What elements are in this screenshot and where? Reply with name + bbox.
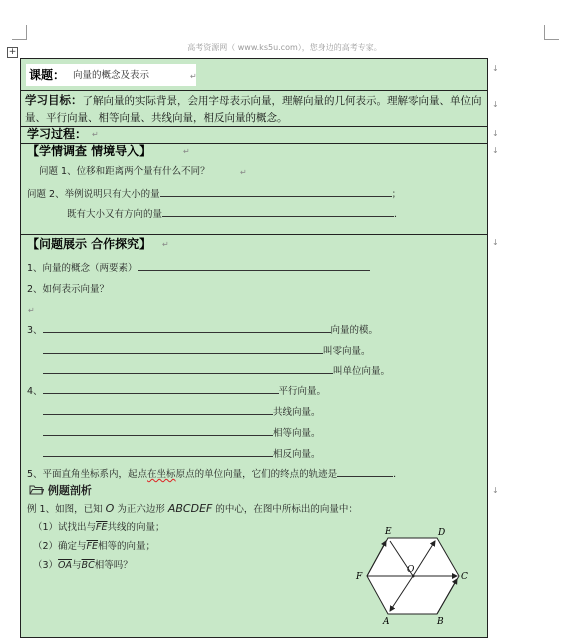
example-step-2 — [33, 540, 155, 554]
explore-blank-4d[interactable] — [43, 446, 273, 457]
explore-item-4d-text: 相反向量。 — [273, 449, 321, 460]
explore-item-4d — [43, 446, 321, 462]
explore-item-5 — [27, 466, 403, 482]
example-step-2-pre: （2）确定与 — [33, 541, 87, 552]
example-step-3-post: 相等吗？ — [94, 560, 133, 571]
example-step-3-vector-2: $\overline{BC}$ — [81, 560, 95, 571]
explore-blank-5[interactable] — [337, 466, 393, 477]
example-intro-abcdef: ABCDEF — [167, 502, 213, 515]
explore-item-4b-text: 共线向量。 — [273, 407, 321, 418]
table-border-survey — [20, 234, 488, 235]
hexagon-figure — [355, 522, 485, 631]
example-step-1 — [33, 521, 165, 535]
example-step-1-vector: $\overline{FE}$ — [96, 522, 108, 533]
example-intro-post: 的中心，在图中所标出的向量中： — [215, 504, 358, 515]
objectives-label: 学习目标： — [25, 93, 83, 107]
objectives-text: 了解向量的实际背景，会用字母表示向量，理解向量的几何表示。理解零向量、单位向量、平行向量、相等向量、共线向量，相反向量的概念。 — [25, 95, 482, 124]
explore-item-4-number: 4、 — [27, 386, 43, 397]
explore-item-3b — [43, 343, 371, 359]
example-heading: 例题剖析 — [47, 484, 92, 497]
example-step-3-and: 与 — [72, 560, 82, 571]
survey-question-2-text: 问题 2、举例说明只有大小的量 — [27, 189, 160, 200]
explore-item-1-text: 1、向量的概念（两要素） — [27, 263, 138, 274]
process-label: 学习过程： — [27, 127, 88, 141]
survey-heading: 【学情调查 情境导入】 — [27, 144, 152, 158]
table-border-title — [20, 90, 488, 91]
explore-blank-4a[interactable] — [43, 383, 279, 394]
objectives-paragraph — [25, 92, 483, 127]
explore-item-5-pre: 5、平面直角坐标系内，起点 — [27, 469, 148, 480]
explore-blank-4c[interactable] — [43, 425, 273, 436]
label-e: E — [385, 527, 392, 537]
title-label: 课题： — [29, 68, 66, 82]
explore-item-4c — [43, 425, 321, 441]
survey-question-2b-text: 既有大小又有方向的量 — [67, 209, 163, 220]
explore-item-3-number: 3、 — [27, 325, 43, 336]
explore-item-5-post: 原点的单位向量，它们的终点的轨迹是 — [175, 469, 338, 480]
example-step-3-vector-1: $\overline{OA}$ — [58, 560, 73, 571]
example-step-1-pre: （1）试找出与 — [33, 522, 97, 533]
explore-item-4a-text: 平行向量。 — [278, 386, 327, 397]
explore-item-3a — [27, 322, 378, 338]
example-step-1-post: 共线的向量； — [107, 522, 165, 533]
explore-blank-3c[interactable] — [43, 363, 333, 374]
explore-item-5-end: ． — [393, 469, 403, 480]
example-step-3 — [33, 559, 133, 573]
table-move-handle-icon[interactable]: + — [8, 47, 17, 57]
explore-blank-3b[interactable] — [43, 343, 323, 354]
page-corner-mark-left — [12, 25, 27, 40]
label-o: O — [407, 565, 415, 575]
example-intro-o: O — [105, 502, 115, 515]
explore-item-3c — [43, 363, 390, 379]
explore-item-3c-text: 叫单位向量。 — [333, 366, 391, 377]
label-d: D — [438, 528, 446, 538]
explore-item-4a — [27, 383, 326, 399]
example-step-2-vector: $\overline{FE}$ — [86, 541, 99, 552]
explore-heading: 【问题展示 合作探究】 — [27, 237, 152, 251]
survey-question-2: 问题 2、举例说明只有大小的量 ； — [27, 186, 401, 202]
explore-item-3a-text: 向量的模。 — [330, 325, 379, 336]
explore-item-5-mid: 在坐标 — [147, 469, 176, 480]
explore-blank-4b[interactable] — [43, 404, 273, 415]
explore-blank-1[interactable] — [138, 260, 370, 271]
example-intro — [27, 502, 358, 517]
title-text: 向量的概念及表示 — [73, 70, 150, 81]
example-step-2-post: 相等的向量； — [98, 541, 156, 552]
explore-item-3b-text: 叫零向量。 — [323, 346, 371, 357]
example-intro-mid: 为正六边形 — [117, 504, 165, 515]
survey-question-1: 问题 1、位移和距离两个量有什么不同？ — [39, 166, 210, 177]
survey-question-2b: 既有大小又有方向的量 ． — [67, 206, 404, 222]
explore-item-4c-text: 相等向量。 — [273, 428, 321, 439]
explore-item-4b — [43, 404, 321, 420]
example-step-3-pre: （3） — [33, 560, 59, 571]
example-intro-pre: 例 1、如图，已知 — [27, 504, 103, 515]
page-corner-mark-right — [544, 25, 559, 40]
label-a: A — [383, 617, 390, 627]
header-watermark: 高考资源网（ www.ks5u.com），您身边的高考专家。 — [187, 43, 382, 52]
explore-item-2: 2、如何表示向量？ — [27, 284, 110, 295]
explore-blank-3a[interactable] — [43, 322, 331, 333]
label-f: F — [356, 572, 363, 582]
folder-open-icon — [29, 484, 44, 495]
survey-answer-blank-1[interactable] — [160, 186, 392, 197]
explore-item-1 — [27, 260, 370, 276]
survey-answer-blank-2[interactable] — [162, 206, 394, 217]
label-c: C — [461, 572, 468, 582]
example-heading-row — [29, 484, 92, 498]
label-b: B — [437, 617, 444, 627]
